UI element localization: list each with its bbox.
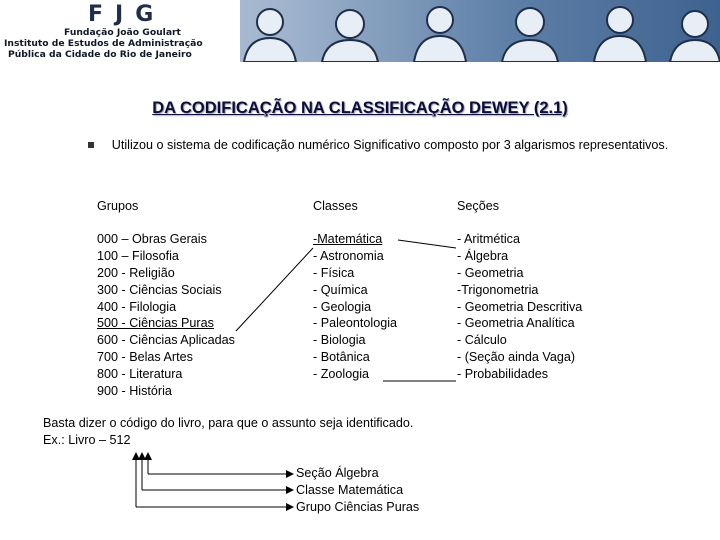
grupo-item: 400 - Filologia	[97, 299, 177, 314]
arrow-right-icon	[286, 486, 294, 494]
grupo-item-highlighted: 500 - Ciências Puras	[97, 316, 214, 331]
secao-item: - Geometria Analítica	[457, 316, 575, 331]
secao-item: - Geometria Descritiva	[457, 299, 583, 314]
classe-item: - Geologia	[313, 299, 372, 314]
classe-item: - Botânica	[313, 350, 370, 365]
classe-item: - Paleontologia	[313, 316, 398, 331]
legend-grupo: Grupo Ciências Puras	[296, 500, 420, 514]
note-line-2: Ex.: Livro – 512	[43, 433, 131, 447]
org-name-line3: Pública da Cidade do Rio de Janeiro	[8, 49, 192, 60]
classe-item: - Química	[313, 282, 368, 297]
org-name-line2: Instituto de Estudos de Administração	[4, 38, 203, 49]
secao-item: - (Seção ainda Vaga)	[457, 350, 576, 365]
classe-item: - Zoologia	[313, 367, 370, 382]
grupo-item: 200 - Religião	[97, 265, 175, 280]
arrow-right-icon	[286, 470, 294, 478]
secao-item: - Aritmética	[457, 231, 520, 246]
grupo-item: 000 – Obras Gerais	[97, 231, 207, 246]
org-name-line1: Fundação João Goulart	[64, 27, 181, 38]
grupo-item: 300 - Ciências Sociais	[97, 282, 222, 297]
arrow-up-icon	[144, 452, 152, 460]
grupos-header: Grupos	[97, 199, 139, 213]
connector-matematica-to-algebra	[398, 240, 456, 248]
connector-puras-to-matematica	[236, 248, 313, 331]
classes-header: Classes	[313, 199, 358, 213]
explanation-note	[43, 415, 413, 449]
secao-item: - Geometria	[457, 265, 524, 280]
note-line-1: Basta dizer o código do livro, para que o assunto seja identificado.	[43, 416, 414, 430]
classe-item: - Biologia	[313, 333, 366, 348]
code-legend	[296, 465, 419, 516]
classe-item: - Física	[313, 265, 355, 280]
bullet-text: Utilizou o sistema de codificação numérico Significativo composto por 3 algarismos representativos.	[111, 138, 669, 152]
secoes-header: Seções	[457, 199, 500, 213]
arrow-right-icon	[286, 503, 294, 511]
slide-title: DA CODIFICAÇÃO NA CLASSIFICAÇÃO DEWEY (2.1)	[152, 99, 568, 117]
grupo-item: 100 – Filosofia	[97, 248, 179, 263]
legend-classe: Classe Matemática	[296, 483, 404, 497]
secao-item: - Álgebra	[457, 248, 509, 263]
secao-item: -Trigonometria	[457, 282, 539, 297]
classe-item-highlighted: -Matemática	[313, 231, 383, 246]
fjg-logo: FJG	[88, 2, 166, 27]
grupo-item: 900 - História	[97, 384, 172, 399]
grupo-item: 800 - Literatura	[97, 367, 183, 382]
grupo-item: 600 - Ciências Aplicadas	[97, 333, 235, 348]
legend-secao: Seção Álgebra	[296, 466, 379, 480]
secao-item: - Probabilidades	[457, 367, 549, 382]
classe-item: - Astronomia	[313, 248, 384, 263]
secao-item: - Cálculo	[457, 333, 507, 348]
grupo-item: 700 - Belas Artes	[97, 350, 193, 365]
